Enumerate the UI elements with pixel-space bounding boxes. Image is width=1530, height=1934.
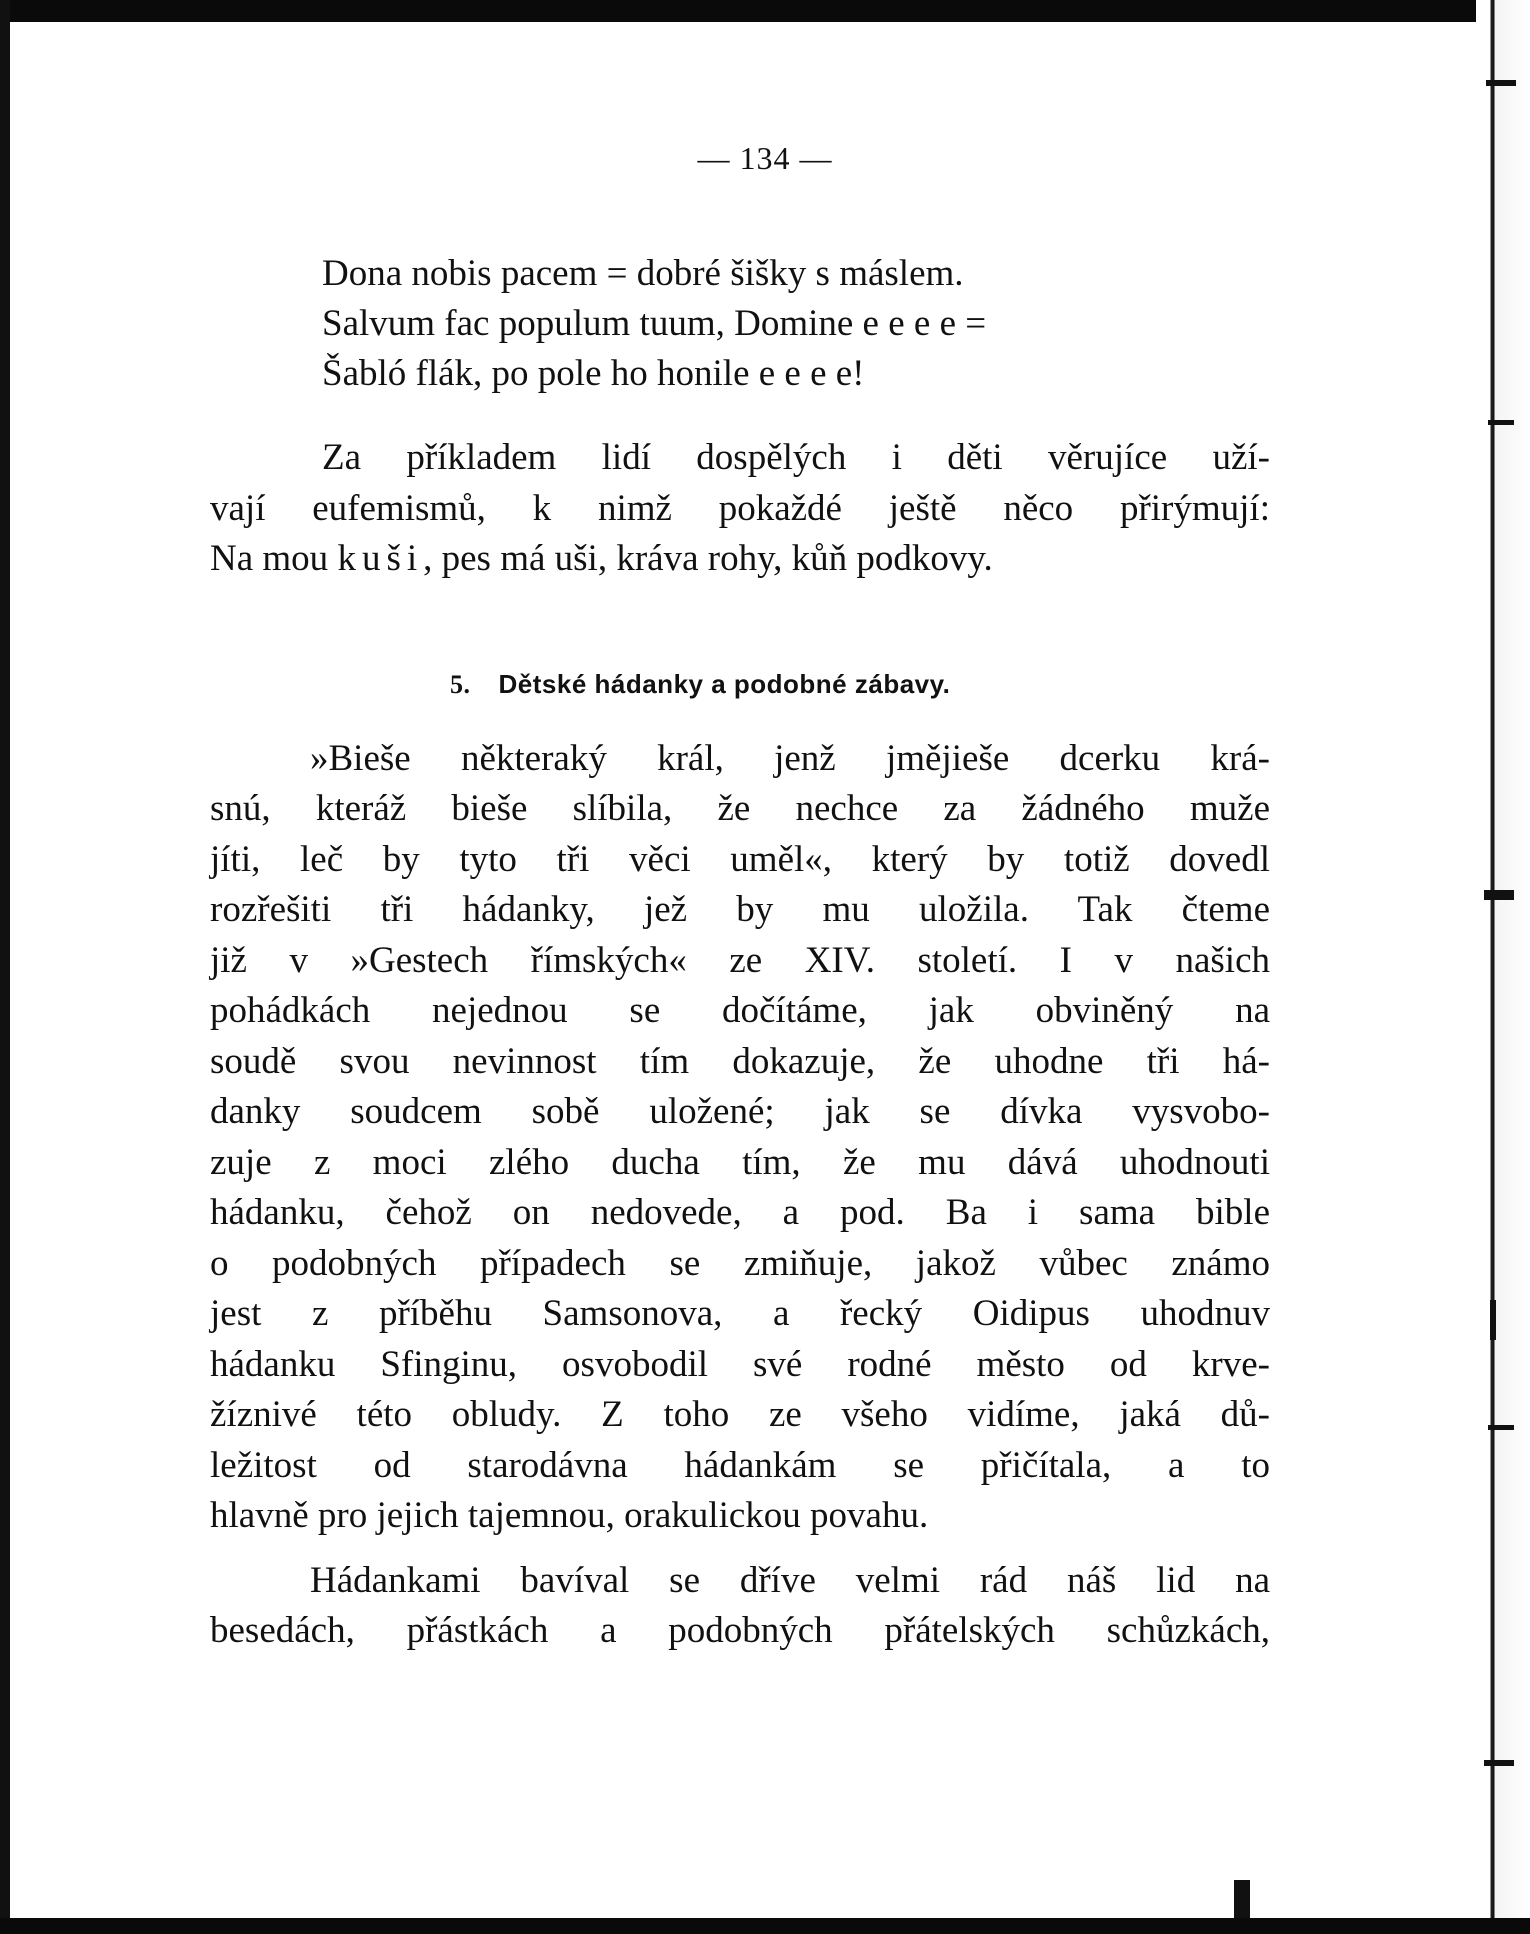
text-fragment: , pes má uši, kráva rohy, kůň podkovy. bbox=[423, 538, 993, 579]
paragraph-riddles-history bbox=[210, 734, 1270, 1542]
text-line: hlavně pro jejich tajemnou, orakulickou povahu. bbox=[210, 1495, 929, 1536]
text-line: danky soudcem sobě uložené; jak se dívka vysvobo- bbox=[210, 1091, 1270, 1132]
text-fragment: Na mou bbox=[210, 538, 338, 579]
text-line: soudě svou nevinnost tím dokazuje, že uhodne tři há- bbox=[210, 1040, 1270, 1082]
text-line: Za příkladem lidí dospělých i děti věrujíce uží- bbox=[322, 437, 1270, 478]
spine-notch bbox=[1488, 420, 1514, 425]
section-number: 5. bbox=[450, 669, 471, 699]
text-line: jíti, leč by tyto tři věci uměl«, který by totiž dovedl bbox=[210, 838, 1270, 880]
text-line: již v »Gestech římských« ze XIV. století. I v našich bbox=[210, 939, 1270, 981]
scan-border-top bbox=[0, 0, 1530, 22]
text-line: rozřešiti tři hádanky, jež by mu uložila. Tak čteme bbox=[210, 889, 1270, 930]
text-line: vají eufemismů, k nimž pokaždé ještě něco přirýmují: bbox=[210, 487, 1270, 529]
verse-line: Dona nobis pacem = dobré šišky s máslem. bbox=[322, 253, 964, 294]
spine-notch bbox=[1486, 80, 1516, 86]
spine-notch bbox=[1484, 890, 1514, 900]
verse-line: Salvum fac populum tuum, Domine e e e e = bbox=[322, 303, 987, 344]
text-line: hádanku, čehož on nedovede, a pod. Ba i sama bible bbox=[210, 1192, 1270, 1233]
text-line: jest z příběhu Samsonova, a řecký Oidipus uhodnuv bbox=[210, 1293, 1270, 1334]
text-line: besedách, přástkách a podobných přátelských schůzkách, bbox=[210, 1610, 1270, 1651]
text-line: o podobných případech se zmiňuje, jakož vůbec známo bbox=[210, 1242, 1270, 1284]
spine-notch bbox=[1484, 1760, 1514, 1766]
text-line: hádanku Sfinginu, osvobodil své rodné město od krve- bbox=[210, 1343, 1270, 1385]
paragraph-euphemisms bbox=[210, 433, 1270, 585]
text-line: »Bieše některaký král, jenž jmějieše dcerku krá- bbox=[310, 737, 1270, 779]
book-spine-edge bbox=[1476, 0, 1530, 1934]
text-line: Hádankami bavíval se dříve velmi rád náš lid na bbox=[310, 1559, 1270, 1601]
spine-notch bbox=[1490, 1300, 1496, 1340]
scan-border-bottom bbox=[0, 1918, 1530, 1934]
paragraph-folk-riddles bbox=[210, 1556, 1270, 1657]
spaced-emphasis: kuši bbox=[337, 538, 424, 579]
scan-border-left bbox=[0, 0, 10, 1934]
latin-verse-block bbox=[322, 249, 1270, 399]
text-line: žíznivé této obludy. Z toho ze všeho vidíme, jaká dů- bbox=[210, 1394, 1270, 1435]
section-title: Dětské hádanky a podobné zábavy. bbox=[498, 668, 951, 699]
text-line: ležitost od starodávna hádankám se přičítala, a to bbox=[210, 1444, 1270, 1486]
section-heading bbox=[450, 669, 1270, 700]
text-line: snú, kteráž bieše slíbila, že nechce za žádného muže bbox=[210, 788, 1270, 829]
spine-notch bbox=[1488, 1425, 1514, 1430]
page-number: — 134 — bbox=[697, 140, 833, 176]
spine-notch bbox=[1234, 1880, 1250, 1918]
text-line: zuje z moci zlého ducha tím, že mu dává uhodnouti bbox=[210, 1141, 1270, 1183]
paragraph-gap bbox=[260, 1542, 1270, 1556]
verse-line: Šabló flák, po pole ho honile e e e e! bbox=[322, 353, 865, 394]
text-line bbox=[210, 534, 1270, 585]
book-page bbox=[210, 140, 1270, 1657]
text-line: pohádkách nejednou se dočítáme, jak obviněný na bbox=[210, 990, 1270, 1031]
